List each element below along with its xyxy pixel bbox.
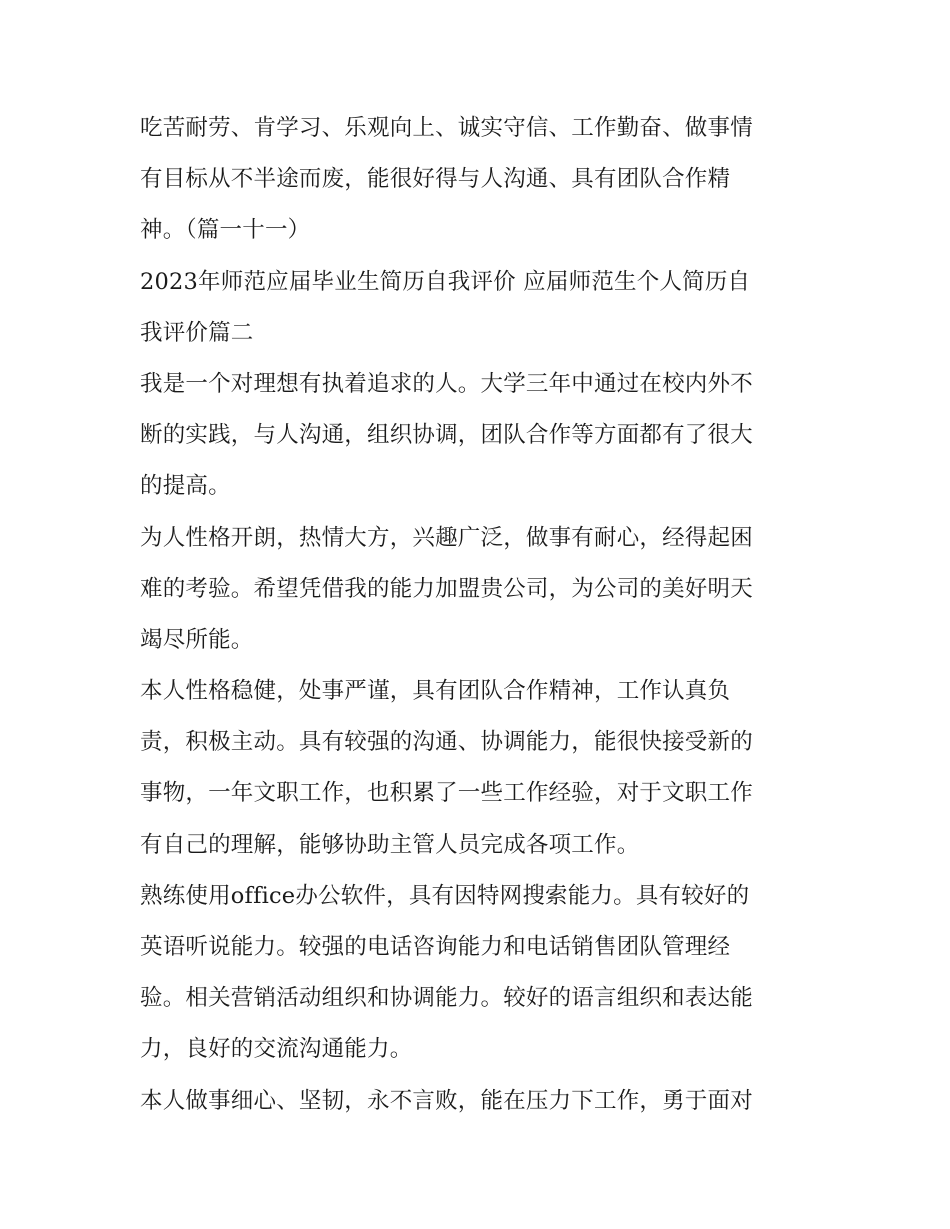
section-heading-line: 2023年师范应届毕业生简历自我评价 应届师范生个人简历自 (140, 268, 751, 295)
text-line: 本人性格稳健，处事严谨，具有团队合作精神，工作认真负 (140, 678, 731, 705)
text-line: 断的实践，与人沟通，组织协调，团队合作等方面都有了很大 (140, 422, 753, 449)
text-line: 我是一个对理想有执着追求的人。大学三年中通过在校内外不 (140, 370, 753, 397)
text-line: 本人做事细心、坚韧，永不言败，能在压力下工作，勇于面对 (140, 1087, 753, 1114)
text-line: 有目标从不半途而废，能很好得与人沟通、具有团队合作精 (140, 166, 731, 193)
text-line: 验。相关营销活动组织和协调能力。较好的语言组织和表达能 (140, 985, 753, 1012)
text-line: 有自己的理解，能够协助主管人员完成各项工作。 (140, 831, 640, 858)
section-heading-line: 我评价篇二 (140, 319, 254, 346)
document-body (140, 103, 820, 1127)
text-line: 竭尽所能。 (140, 626, 254, 653)
text-line: 英语听说能力。较强的电话咨询能力和电话销售团队管理经 (140, 934, 731, 960)
text-line: 责，积极主动。具有较强的沟通、协调能力，能很快接受新的 (140, 729, 753, 756)
text-line: 事物，一年文职工作，也积累了一些工作经验，对于文职工作 (140, 780, 753, 807)
text-line: 吃苦耐劳、肯学习、乐观向上、诚实守信、工作勤奋、做事情 (140, 115, 753, 141)
text-line: 难的考验。希望凭借我的能力加盟贵公司，为公司的美好明天 (140, 575, 753, 602)
text-line: 为人性格开朗，热情大方，兴趣广泛，做事有耐心，经得起困 (140, 524, 753, 551)
text-line: 力，良好的交流沟通能力。 (140, 1036, 413, 1063)
text-line: 神。（篇一十一） (140, 217, 311, 244)
text-line: 的提高。 (140, 473, 231, 500)
text-line: 熟练使用office办公软件，具有因特网搜索能力。具有较好的 (140, 882, 750, 909)
